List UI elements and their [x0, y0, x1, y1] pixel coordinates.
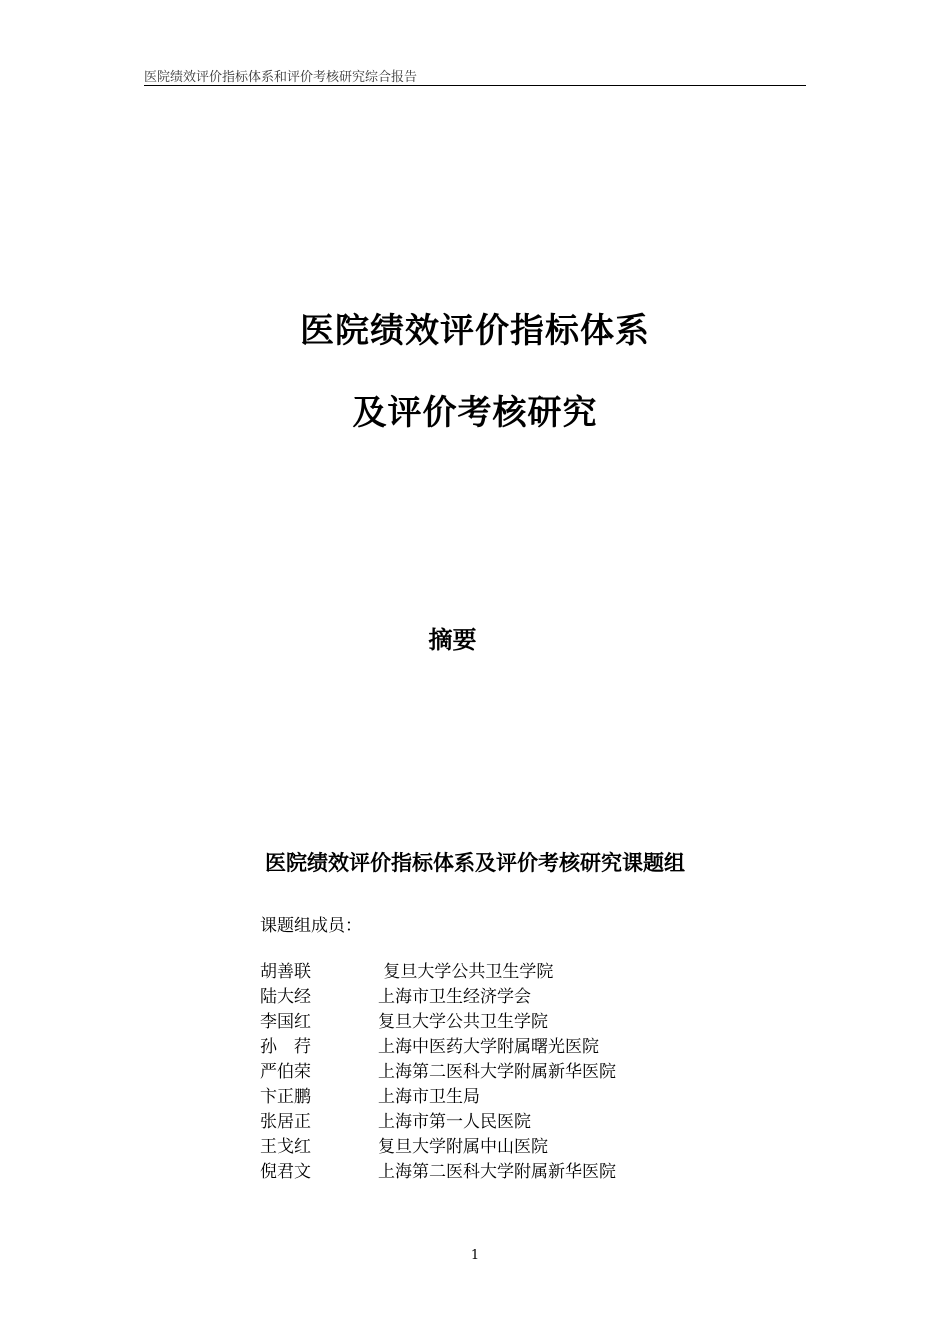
member-affiliation: 复旦大学公共卫生学院: [378, 1012, 548, 1032]
member-name: 卞正鹏: [260, 1087, 311, 1107]
document-title-line2: 及评价考核研究: [352, 393, 598, 433]
member-name: 陆大经: [260, 987, 311, 1007]
member-row: [260, 985, 616, 1010]
member-affiliation: 上海第二医科大学附属新华医院: [378, 1162, 616, 1182]
member-affiliation: 上海市卫生经济学会: [378, 987, 531, 1007]
members-label: 课题组成员：: [260, 916, 362, 936]
member-name: 孙 荇: [260, 1037, 311, 1057]
member-row: [260, 1060, 616, 1085]
member-affiliation: 上海市第一人民医院: [378, 1112, 531, 1132]
member-row: [260, 1135, 616, 1160]
member-affiliation: 上海第二医科大学附属新华医院: [378, 1062, 616, 1082]
document-title-line1: 医院绩效评价指标体系: [300, 311, 650, 351]
member-row: [260, 1110, 616, 1135]
running-header-title: 医院绩效评价指标体系和评价考核研究综合报告: [144, 70, 418, 85]
member-row: [260, 1085, 616, 1110]
member-name: 严伯荣: [260, 1062, 311, 1082]
header-rule: [144, 85, 806, 86]
member-affiliation: 上海中医药大学附属曙光医院: [378, 1037, 599, 1057]
member-row: [260, 960, 616, 985]
member-affiliation: 复旦大学附属中山医院: [378, 1137, 548, 1157]
member-affiliation: 复旦大学公共卫生学院: [378, 962, 554, 982]
member-name: 王戈红: [260, 1137, 311, 1157]
member-row: [260, 1160, 616, 1185]
page-number: 1: [470, 1248, 480, 1263]
research-group-name: 医院绩效评价指标体系及评价考核研究课题组: [265, 851, 685, 875]
member-affiliation: 上海市卫生局: [378, 1087, 480, 1107]
member-name: 李国红: [260, 1012, 311, 1032]
member-row: [260, 1010, 616, 1035]
member-name: 倪君文: [260, 1162, 311, 1182]
members-list: [260, 960, 616, 1185]
abstract-heading: 摘要: [428, 626, 477, 654]
member-name: 胡善联: [260, 962, 311, 982]
member-name: 张居正: [260, 1112, 311, 1132]
member-row: [260, 1035, 616, 1060]
